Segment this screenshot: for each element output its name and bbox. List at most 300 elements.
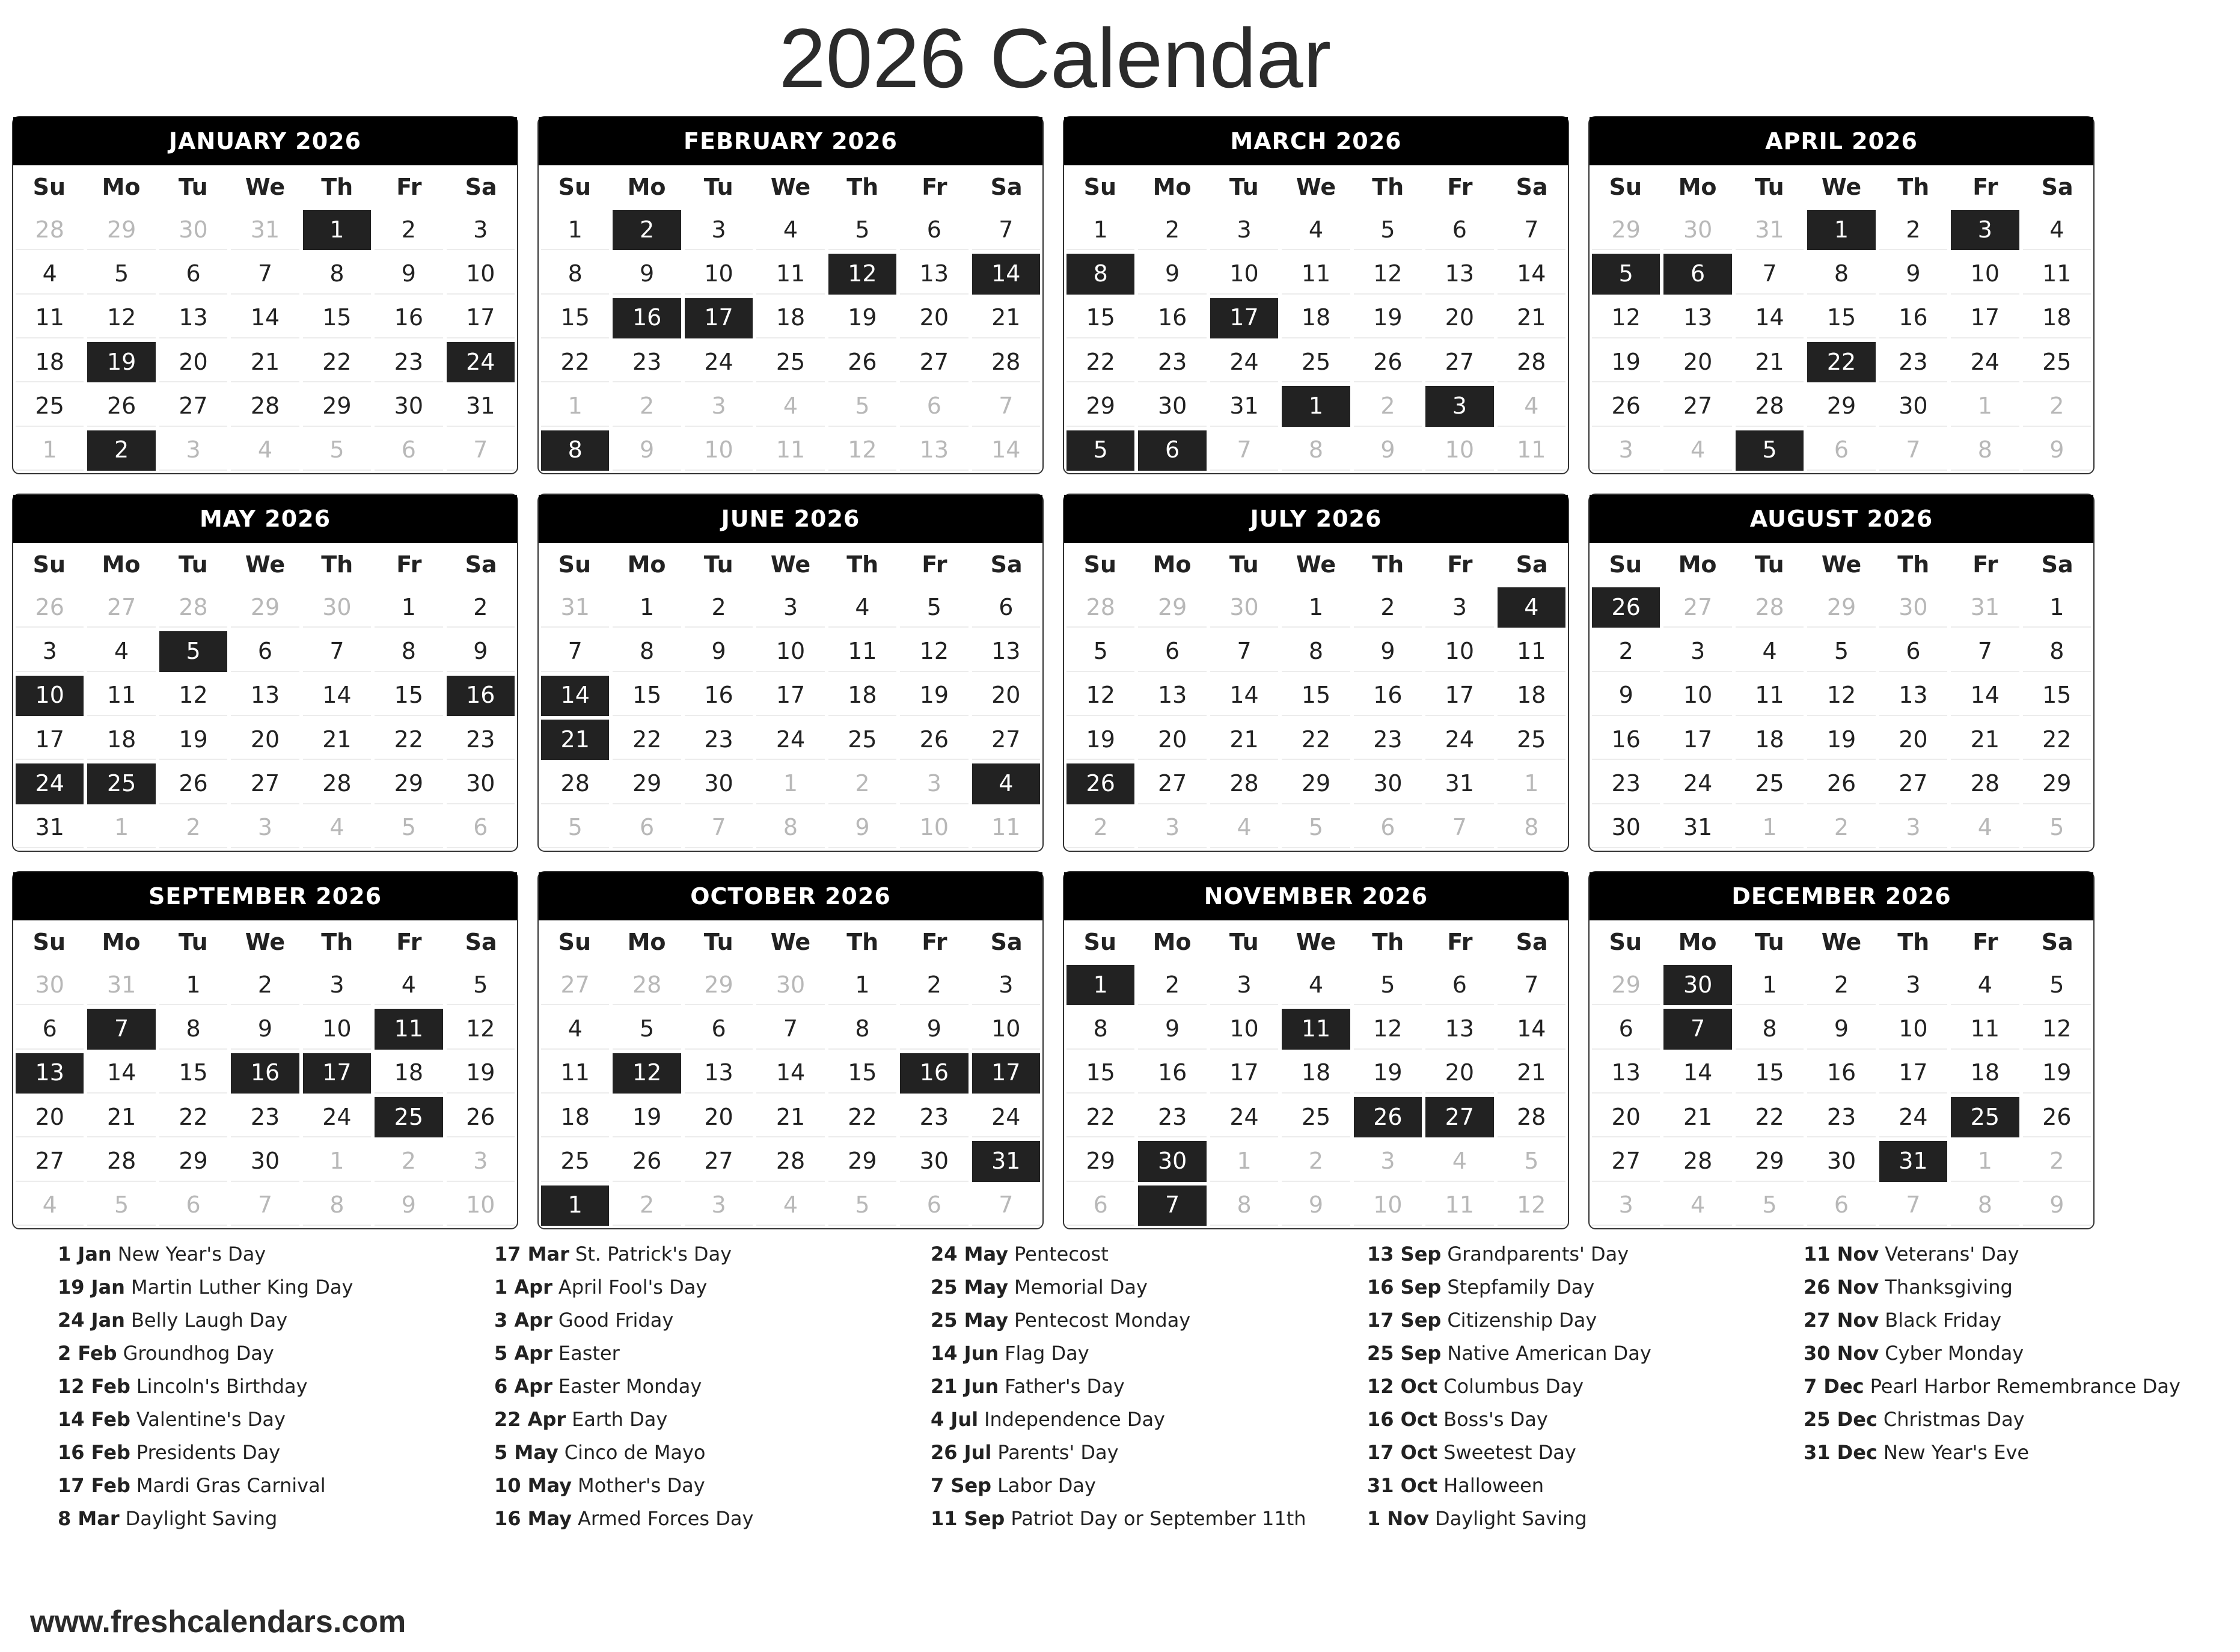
holiday-day-cell: 16 (613, 298, 681, 338)
weekday-header: Su (32, 929, 66, 955)
day-grid (13, 209, 517, 473)
holiday-day-cell: 27 (1425, 1097, 1493, 1137)
day-cell: 30 (447, 763, 515, 804)
day-cell: 15 (541, 298, 609, 338)
day-cell: 25 (1736, 763, 1804, 804)
weekday-header-row (539, 165, 1042, 209)
day-cell: 19 (1354, 1053, 1422, 1094)
holiday-name: Mother's Day (577, 1474, 705, 1497)
adjacent-month-day-cell: 10 (900, 808, 968, 848)
day-cell: 8 (828, 1009, 896, 1049)
adjacent-month-day-cell: 4 (1663, 430, 1731, 471)
holiday-name: Valentine's Day (136, 1408, 286, 1431)
weekday-header: Su (32, 551, 66, 578)
adjacent-month-day-cell: 5 (87, 1185, 155, 1226)
day-cell: 15 (1066, 298, 1134, 338)
day-cell: 1 (828, 965, 896, 1005)
holiday-item (1804, 1407, 2240, 1432)
holiday-name: Memorial Day (1014, 1276, 1148, 1299)
day-cell: 20 (16, 1097, 84, 1137)
day-grid (1064, 209, 1568, 473)
day-grid (1590, 964, 2093, 1228)
day-cell: 16 (1354, 676, 1422, 716)
day-cell: 29 (1066, 386, 1134, 426)
day-cell: 6 (231, 631, 299, 672)
weekday-header: Tu (1229, 929, 1259, 955)
adjacent-month-day-cell: 12 (828, 430, 896, 471)
weekday-header: Th (1897, 551, 1930, 578)
weekday-header: Su (1083, 929, 1117, 955)
adjacent-month-day-cell: 1 (16, 430, 84, 471)
day-cell: 5 (1066, 631, 1134, 672)
month-calendar (12, 494, 518, 852)
holiday-item (1367, 1440, 1804, 1465)
weekday-header: We (1296, 174, 1336, 200)
holiday-name: Thanksgiving (1885, 1276, 2013, 1299)
day-cell: 23 (1592, 763, 1660, 804)
day-cell: 14 (756, 1053, 824, 1094)
adjacent-month-day-cell: 29 (1592, 965, 1660, 1005)
day-cell: 11 (756, 254, 824, 294)
holiday-date: 8 Mar (58, 1507, 120, 1530)
holiday-name: New Year's Eve (1883, 1441, 2030, 1464)
day-cell: 8 (613, 631, 681, 672)
day-cell: 26 (1807, 763, 1875, 804)
holiday-item (494, 1241, 931, 1267)
day-cell: 18 (375, 1053, 442, 1094)
day-cell: 13 (685, 1053, 753, 1094)
month-calendar (1063, 871, 1569, 1229)
day-cell: 26 (447, 1097, 515, 1137)
adjacent-month-day-cell: 11 (756, 430, 824, 471)
adjacent-month-day-cell: 10 (1354, 1185, 1422, 1226)
holiday-date: 26 Nov (1804, 1276, 1879, 1299)
holiday-item (494, 1506, 931, 1531)
adjacent-month-day-cell: 3 (1354, 1141, 1422, 1181)
weekday-header: Mo (1152, 551, 1192, 578)
holiday-date: 25 May (931, 1309, 1008, 1332)
adjacent-month-day-cell: 4 (1425, 1141, 1493, 1181)
weekday-header: Tu (1229, 551, 1259, 578)
adjacent-month-day-cell: 2 (2023, 386, 2091, 426)
adjacent-month-day-cell: 5 (2023, 808, 2091, 848)
holiday-name: Good Friday (558, 1309, 674, 1332)
holiday-date: 16 Oct (1367, 1408, 1438, 1431)
weekday-header: Tu (1754, 929, 1784, 955)
day-cell: 25 (16, 386, 84, 426)
day-cell: 28 (756, 1141, 824, 1181)
adjacent-month-day-cell: 31 (541, 587, 609, 628)
day-cell: 21 (231, 342, 299, 382)
month-calendar (537, 871, 1044, 1229)
holiday-date: 17 Oct (1367, 1441, 1438, 1464)
adjacent-month-day-cell: 2 (1807, 808, 1875, 848)
holiday-day-cell: 11 (1282, 1009, 1350, 1049)
holiday-item (58, 1506, 494, 1531)
day-cell: 27 (900, 342, 968, 382)
day-cell: 10 (1879, 1009, 1947, 1049)
holiday-item (931, 1506, 1367, 1531)
day-cell: 19 (613, 1097, 681, 1137)
day-cell: 15 (1066, 1053, 1134, 1094)
adjacent-month-day-cell: 2 (613, 386, 681, 426)
day-cell: 29 (303, 386, 371, 426)
day-cell: 8 (375, 631, 442, 672)
day-cell: 6 (972, 587, 1040, 628)
day-cell: 6 (1879, 631, 1947, 672)
day-cell: 7 (972, 210, 1040, 250)
adjacent-month-day-cell: 3 (1138, 808, 1206, 848)
day-cell: 18 (756, 298, 824, 338)
adjacent-month-day-cell: 28 (1066, 587, 1134, 628)
day-cell: 20 (972, 676, 1040, 716)
holiday-item (1804, 1341, 2240, 1366)
holiday-name: Father's Day (1005, 1375, 1125, 1398)
holiday-date: 14 Jun (931, 1342, 999, 1365)
adjacent-month-day-cell: 6 (375, 430, 442, 471)
day-cell: 12 (1807, 676, 1875, 716)
day-cell: 13 (900, 254, 968, 294)
adjacent-month-day-cell: 6 (1807, 1185, 1875, 1226)
holiday-item (1367, 1274, 1804, 1300)
day-cell: 2 (900, 965, 968, 1005)
day-cell: 21 (1663, 1097, 1731, 1137)
day-cell: 23 (447, 720, 515, 760)
holiday-item (931, 1274, 1367, 1300)
day-cell: 25 (756, 342, 824, 382)
weekday-header: Th (846, 551, 879, 578)
weekday-header: Tu (178, 174, 208, 200)
adjacent-month-day-cell: 30 (1663, 210, 1731, 250)
weekday-header: Sa (990, 929, 1023, 955)
day-cell: 2 (1807, 965, 1875, 1005)
month-calendar (537, 494, 1044, 852)
adjacent-month-day-cell: 3 (1592, 1185, 1660, 1226)
day-cell: 10 (685, 254, 753, 294)
day-cell: 1 (541, 210, 609, 250)
day-cell: 13 (1425, 254, 1493, 294)
holiday-item (931, 1407, 1367, 1432)
day-cell: 13 (1592, 1053, 1660, 1094)
holiday-item (58, 1274, 494, 1300)
holiday-item (1804, 1274, 2240, 1300)
holiday-date: 17 Mar (494, 1243, 569, 1265)
day-cell: 23 (1879, 342, 1947, 382)
day-cell: 2 (1879, 210, 1947, 250)
holiday-date: 30 Nov (1804, 1342, 1879, 1365)
day-cell: 26 (613, 1141, 681, 1181)
day-cell: 2 (1354, 587, 1422, 628)
holiday-day-cell: 5 (1592, 254, 1660, 294)
adjacent-month-day-cell: 1 (1951, 386, 2019, 426)
day-cell: 25 (1282, 1097, 1350, 1137)
day-cell: 30 (1592, 808, 1660, 848)
day-cell: 3 (756, 587, 824, 628)
holiday-item (931, 1374, 1367, 1399)
holiday-name: Lincoln's Birthday (136, 1375, 308, 1398)
adjacent-month-day-cell: 1 (541, 386, 609, 426)
month-calendar (1588, 494, 2095, 852)
day-cell: 15 (303, 298, 371, 338)
month-calendar (537, 116, 1044, 474)
weekday-header: We (770, 551, 811, 578)
adjacent-month-day-cell: 7 (972, 1185, 1040, 1226)
adjacent-month-day-cell: 5 (828, 1185, 896, 1226)
day-cell: 30 (1879, 386, 1947, 426)
weekday-header: Sa (2041, 929, 2073, 955)
day-cell: 17 (16, 720, 84, 760)
adjacent-month-day-cell: 1 (1951, 1141, 2019, 1181)
adjacent-month-day-cell: 3 (231, 808, 299, 848)
day-cell: 20 (685, 1097, 753, 1137)
month-calendar (12, 116, 518, 474)
holiday-item (1367, 1374, 1804, 1399)
adjacent-month-day-cell: 3 (1592, 430, 1660, 471)
day-cell: 29 (613, 763, 681, 804)
holiday-name: Parents' Day (997, 1441, 1119, 1464)
day-cell: 21 (1210, 720, 1278, 760)
adjacent-month-day-cell: 29 (1592, 210, 1660, 250)
day-cell: 25 (1498, 720, 1565, 760)
site-url[interactable]: www.freshcalendars.com (30, 1605, 406, 1639)
adjacent-month-day-cell: 29 (1807, 587, 1875, 628)
day-cell: 26 (1592, 386, 1660, 426)
holiday-date: 17 Feb (58, 1474, 130, 1497)
holiday-day-cell: 1 (541, 1185, 609, 1226)
holiday-name: Pentecost Monday (1014, 1309, 1191, 1332)
day-cell: 22 (159, 1097, 227, 1137)
weekday-header: Tu (1754, 174, 1784, 200)
day-cell: 6 (1592, 1009, 1660, 1049)
day-cell: 18 (87, 720, 155, 760)
weekday-header-row (1590, 165, 2093, 209)
day-cell: 28 (1663, 1141, 1731, 1181)
day-cell: 24 (1879, 1097, 1947, 1137)
day-cell: 30 (1138, 386, 1206, 426)
day-cell: 2 (231, 965, 299, 1005)
day-cell: 13 (1879, 676, 1947, 716)
holiday-name: Daylight Saving (125, 1507, 278, 1530)
day-cell: 15 (613, 676, 681, 716)
holiday-day-cell: 5 (1066, 430, 1134, 471)
holiday-day-cell: 7 (87, 1009, 155, 1049)
page-title: 2026 Calendar (779, 11, 1332, 105)
weekday-header: Tu (178, 929, 208, 955)
month-title: JANUARY 2026 (13, 117, 517, 165)
holiday-name: Christmas Day (1883, 1408, 2025, 1431)
holiday-day-cell: 3 (1425, 386, 1493, 426)
day-cell: 10 (1425, 631, 1493, 672)
adjacent-month-day-cell: 7 (231, 1185, 299, 1226)
day-cell: 24 (685, 342, 753, 382)
day-cell: 27 (1592, 1141, 1660, 1181)
weekday-header: Sa (465, 551, 497, 578)
day-cell: 2 (685, 587, 753, 628)
adjacent-month-day-cell: 1 (1736, 808, 1804, 848)
month-title: NOVEMBER 2026 (1064, 872, 1568, 920)
adjacent-month-day-cell: 11 (1425, 1185, 1493, 1226)
day-cell: 29 (1807, 386, 1875, 426)
day-cell: 18 (828, 676, 896, 716)
day-cell: 4 (1951, 965, 2019, 1005)
day-cell: 18 (1282, 1053, 1350, 1094)
weekday-header: Su (1083, 551, 1117, 578)
day-cell: 16 (685, 676, 753, 716)
day-cell: 11 (16, 298, 84, 338)
day-cell: 6 (685, 1009, 753, 1049)
weekday-header: We (770, 174, 811, 200)
day-cell: 19 (1354, 298, 1422, 338)
holiday-name: Easter (558, 1342, 620, 1365)
holiday-day-cell: 26 (1354, 1097, 1422, 1137)
day-cell: 8 (1736, 1009, 1804, 1049)
weekday-header: Tu (1229, 174, 1259, 200)
holiday-day-cell: 26 (1066, 763, 1134, 804)
day-cell: 23 (685, 720, 753, 760)
weekday-header-row (539, 543, 1042, 586)
weekday-header: Sa (2041, 551, 2073, 578)
day-cell: 21 (1498, 1053, 1565, 1094)
day-cell: 24 (1210, 1097, 1278, 1137)
day-cell: 12 (1066, 676, 1134, 716)
day-cell: 23 (613, 342, 681, 382)
adjacent-month-day-cell: 4 (756, 386, 824, 426)
day-cell: 21 (1498, 298, 1565, 338)
adjacent-month-day-cell: 3 (159, 430, 227, 471)
holiday-day-cell: 16 (231, 1053, 299, 1094)
day-cell: 18 (1951, 1053, 2019, 1094)
day-cell: 12 (87, 298, 155, 338)
holiday-name: Boss's Day (1443, 1408, 1548, 1431)
adjacent-month-day-cell: 2 (159, 808, 227, 848)
weekday-header: Fr (396, 929, 422, 955)
day-cell: 15 (2023, 676, 2091, 716)
day-cell: 4 (1736, 631, 1804, 672)
adjacent-month-day-cell: 8 (303, 1185, 371, 1226)
day-cell: 14 (231, 298, 299, 338)
day-cell: 22 (375, 720, 442, 760)
weekday-header: Su (1609, 174, 1642, 200)
holiday-day-cell: 3 (1951, 210, 2019, 250)
month-calendar (1063, 494, 1569, 852)
month-title: JULY 2026 (1064, 495, 1568, 543)
month-calendar (1588, 871, 2095, 1229)
holiday-name: Cinco de Mayo (564, 1441, 706, 1464)
adjacent-month-day-cell: 3 (1879, 808, 1947, 848)
month-title: FEBRUARY 2026 (539, 117, 1042, 165)
adjacent-month-day-cell: 2 (375, 1141, 442, 1181)
holiday-item (1367, 1341, 1804, 1366)
holiday-name: Martin Luther King Day (130, 1276, 353, 1299)
holiday-item (1367, 1308, 1804, 1333)
adjacent-month-day-cell: 5 (828, 386, 896, 426)
day-cell: 18 (16, 342, 84, 382)
holiday-column (58, 1241, 494, 1539)
day-cell: 22 (303, 342, 371, 382)
weekday-header: Su (558, 551, 592, 578)
weekday-header: Fr (922, 174, 947, 200)
weekday-header: Fr (1972, 929, 1998, 955)
day-cell: 21 (756, 1097, 824, 1137)
day-cell: 31 (1663, 808, 1731, 848)
day-cell: 7 (1951, 631, 2019, 672)
day-cell: 6 (16, 1009, 84, 1049)
day-cell: 27 (1138, 763, 1206, 804)
adjacent-month-day-cell: 4 (1951, 808, 2019, 848)
day-cell: 25 (828, 720, 896, 760)
day-cell: 27 (1425, 342, 1493, 382)
day-cell: 12 (1592, 298, 1660, 338)
adjacent-month-day-cell: 31 (87, 965, 155, 1005)
weekday-header: Sa (465, 174, 497, 200)
day-cell: 6 (1425, 210, 1493, 250)
day-cell: 22 (1066, 342, 1134, 382)
day-cell: 27 (685, 1141, 753, 1181)
day-cell: 5 (1354, 210, 1422, 250)
day-cell: 15 (1282, 676, 1350, 716)
day-cell: 7 (231, 254, 299, 294)
adjacent-month-day-cell: 6 (900, 1185, 968, 1226)
adjacent-month-day-cell: 14 (972, 430, 1040, 471)
day-cell: 3 (685, 210, 753, 250)
day-cell: 7 (303, 631, 371, 672)
adjacent-month-day-cell: 5 (541, 808, 609, 848)
day-cell: 31 (1210, 386, 1278, 426)
day-cell: 7 (541, 631, 609, 672)
adjacent-month-day-cell: 7 (1210, 430, 1278, 471)
day-cell: 19 (1807, 720, 1875, 760)
day-cell: 5 (447, 965, 515, 1005)
holiday-day-cell: 17 (685, 298, 753, 338)
day-cell: 9 (231, 1009, 299, 1049)
adjacent-month-day-cell: 2 (1066, 808, 1134, 848)
day-cell: 28 (541, 763, 609, 804)
day-cell: 24 (1951, 342, 2019, 382)
day-cell: 16 (1138, 1053, 1206, 1094)
day-cell: 28 (303, 763, 371, 804)
day-grid (13, 586, 517, 851)
adjacent-month-day-cell: 7 (685, 808, 753, 848)
adjacent-month-day-cell: 10 (447, 1185, 515, 1226)
day-cell: 8 (2023, 631, 2091, 672)
holiday-date: 25 Dec (1804, 1408, 1877, 1431)
day-cell: 20 (1663, 342, 1731, 382)
holiday-item (1367, 1473, 1804, 1498)
adjacent-month-day-cell: 8 (1210, 1185, 1278, 1226)
holiday-item (931, 1473, 1367, 1498)
weekday-header: Mo (102, 174, 141, 200)
day-cell: 17 (1879, 1053, 1947, 1094)
holiday-column (931, 1241, 1367, 1539)
day-cell: 17 (756, 676, 824, 716)
weekday-header: Tu (703, 551, 733, 578)
day-grid (539, 586, 1042, 851)
weekday-header: Mo (1152, 174, 1192, 200)
adjacent-month-day-cell: 9 (828, 808, 896, 848)
day-cell: 14 (1498, 1009, 1565, 1049)
holiday-day-cell: 1 (1807, 210, 1875, 250)
holiday-name: Citizenship Day (1447, 1309, 1597, 1332)
adjacent-month-day-cell: 9 (613, 430, 681, 471)
day-cell: 21 (87, 1097, 155, 1137)
day-cell: 3 (447, 210, 515, 250)
adjacent-month-day-cell: 11 (1498, 430, 1565, 471)
holiday-day-cell: 4 (972, 763, 1040, 804)
adjacent-month-day-cell: 3 (685, 386, 753, 426)
holiday-item (494, 1440, 931, 1465)
holiday-name: Independence Day (984, 1408, 1165, 1431)
weekday-header: Su (1609, 551, 1642, 578)
